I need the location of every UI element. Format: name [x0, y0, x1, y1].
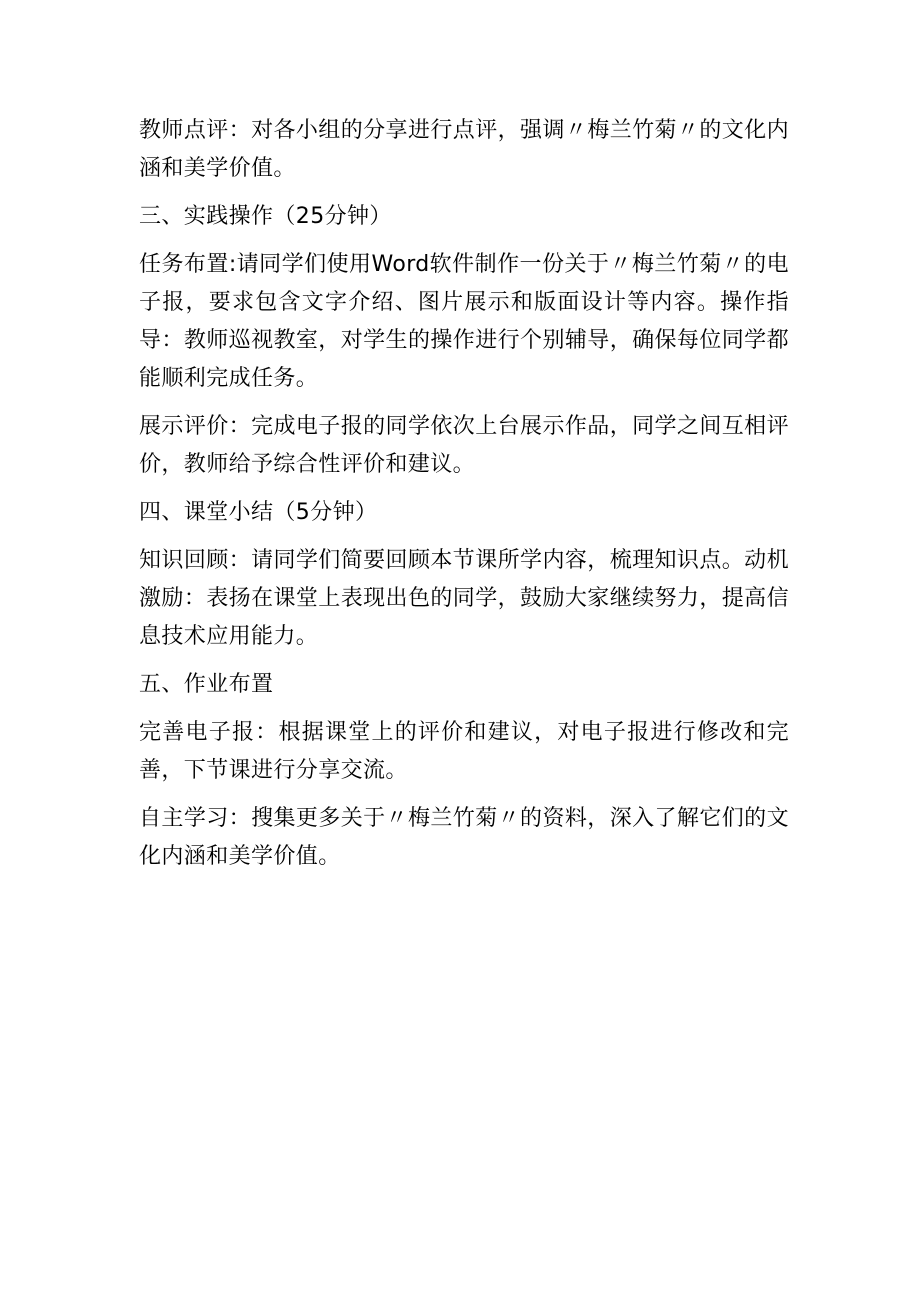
paragraph-knowledge-review: 知识回顾：请同学们简要回顾本节课所学内容，梳理知识点。动机激励：表扬在课堂上表现出色的同学，鼓励大家继续努力，提高信息技术应用能力。	[139, 548, 789, 649]
paragraph-task-assignment: 任务布置:请同学们使用Word软件制作一份关于〃梅兰竹菊〃的电子报，要求包含文字介绍、图片展示和版面设计等内容。操作指导：教师巡视教室，对学生的操作进行个别辅导，确保每位同学都能顺利完成任务。	[139, 252, 789, 391]
paragraph-self-study: 自主学习：搜集更多关于〃梅兰竹菊〃的资料，深入了解它们的文化内涵和美学价值。	[139, 806, 789, 869]
paragraph-showcase-evaluation: 展示评价：完成电子报的同学依次上台展示作品，同学之间互相评价，教师给予综合性评价和建议。	[139, 414, 789, 477]
section-heading-homework: 五、作业布置	[139, 672, 274, 697]
section-heading-practice: 三、实践操作（25分钟）	[139, 204, 392, 229]
paragraph-teacher-review: 教师点评：对各小组的分享进行点评，强调〃梅兰竹菊〃的文化内涵和美学价值。	[139, 118, 789, 181]
paragraph-improve-newspaper: 完善电子报：根据课堂上的评价和建议，对电子报进行修改和完善，下节课进行分享交流。	[139, 720, 789, 783]
section-heading-summary: 四、课堂小结（5分钟）	[139, 500, 378, 525]
document-body	[139, 112, 789, 886]
